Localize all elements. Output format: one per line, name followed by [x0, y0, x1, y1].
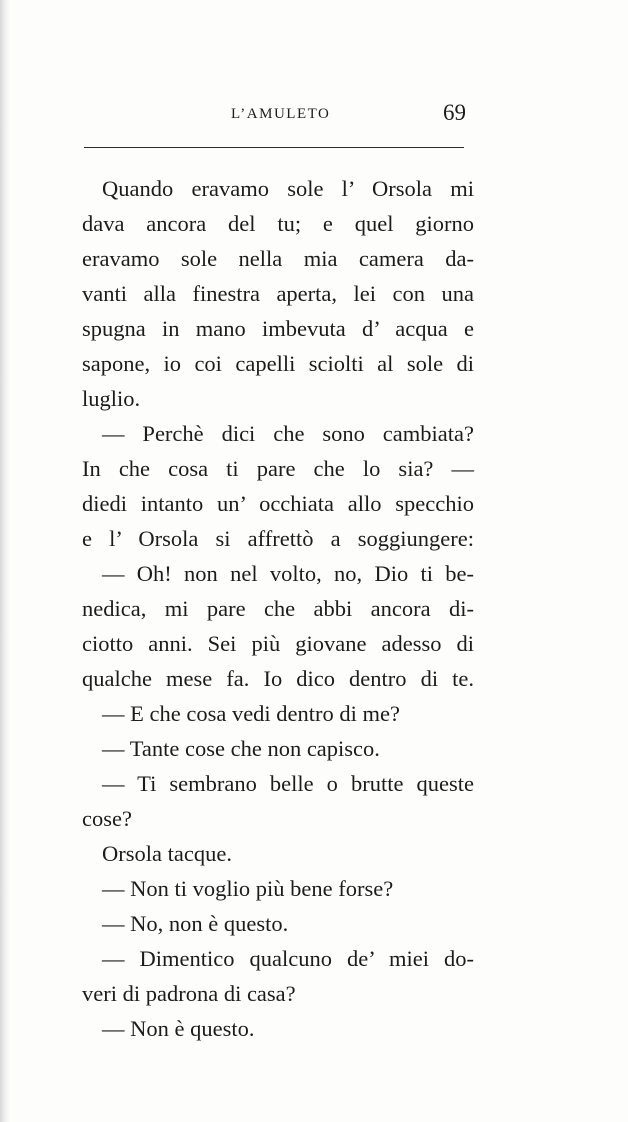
text-line: — Perchè dici che sono cambiata? [102, 421, 474, 446]
text-line: nedica, mi pare che abbi ancora di- [82, 596, 474, 621]
text-line: — Non ti voglio più bene forse? [102, 876, 394, 901]
text-line: — Tante cose che non capisco. [102, 736, 380, 761]
page-spine-shadow [0, 0, 10, 1122]
text-line: — Non è questo. [102, 1016, 255, 1041]
text-line: sapone, io coi capelli sciolti al sole di [82, 351, 474, 376]
running-header [0, 100, 628, 132]
text-line: Orsola tacque. [102, 841, 232, 866]
text-line: cose? [82, 806, 132, 831]
text-line: spugna in mano imbevuta d’ acqua e [82, 316, 474, 341]
text-line: — No, non è questo. [102, 911, 289, 936]
running-title: L’AMULETO [231, 106, 331, 122]
page-number: 69 [443, 100, 466, 125]
text-line: — E che cosa vedi dentro di me? [102, 701, 401, 726]
text-line: — Dimentico qualcuno de’ miei do- [102, 946, 474, 971]
text-line: In che cosa ti pare che lo sia? — [82, 456, 474, 481]
text-line: — Oh! non nel volto, no, Dio ti be- [102, 561, 474, 586]
header-rule [84, 147, 464, 148]
text-line: e l’ Orsola si affrettò a soggiungere: [82, 526, 474, 551]
text-line: — Ti sembrano belle o brutte queste [102, 771, 474, 796]
text-line: diedi intanto un’ occhiata allo specchio [82, 491, 474, 516]
text-line: veri di padrona di casa? [82, 981, 296, 1006]
text-line: vanti alla finestra aperta, lei con una [82, 281, 474, 306]
text-line: eravamo sole nella mia camera da- [82, 246, 474, 271]
text-line: dava ancora del tu; e quel giorno [82, 211, 474, 236]
text-line: luglio. [82, 386, 141, 411]
text-line: qualche mese fa. Io dico dentro di te. [82, 666, 474, 691]
text-line: Quando eravamo sole l’ Orsola mi [102, 176, 474, 201]
text-line: ciotto anni. Sei più giovane adesso di [82, 631, 474, 656]
